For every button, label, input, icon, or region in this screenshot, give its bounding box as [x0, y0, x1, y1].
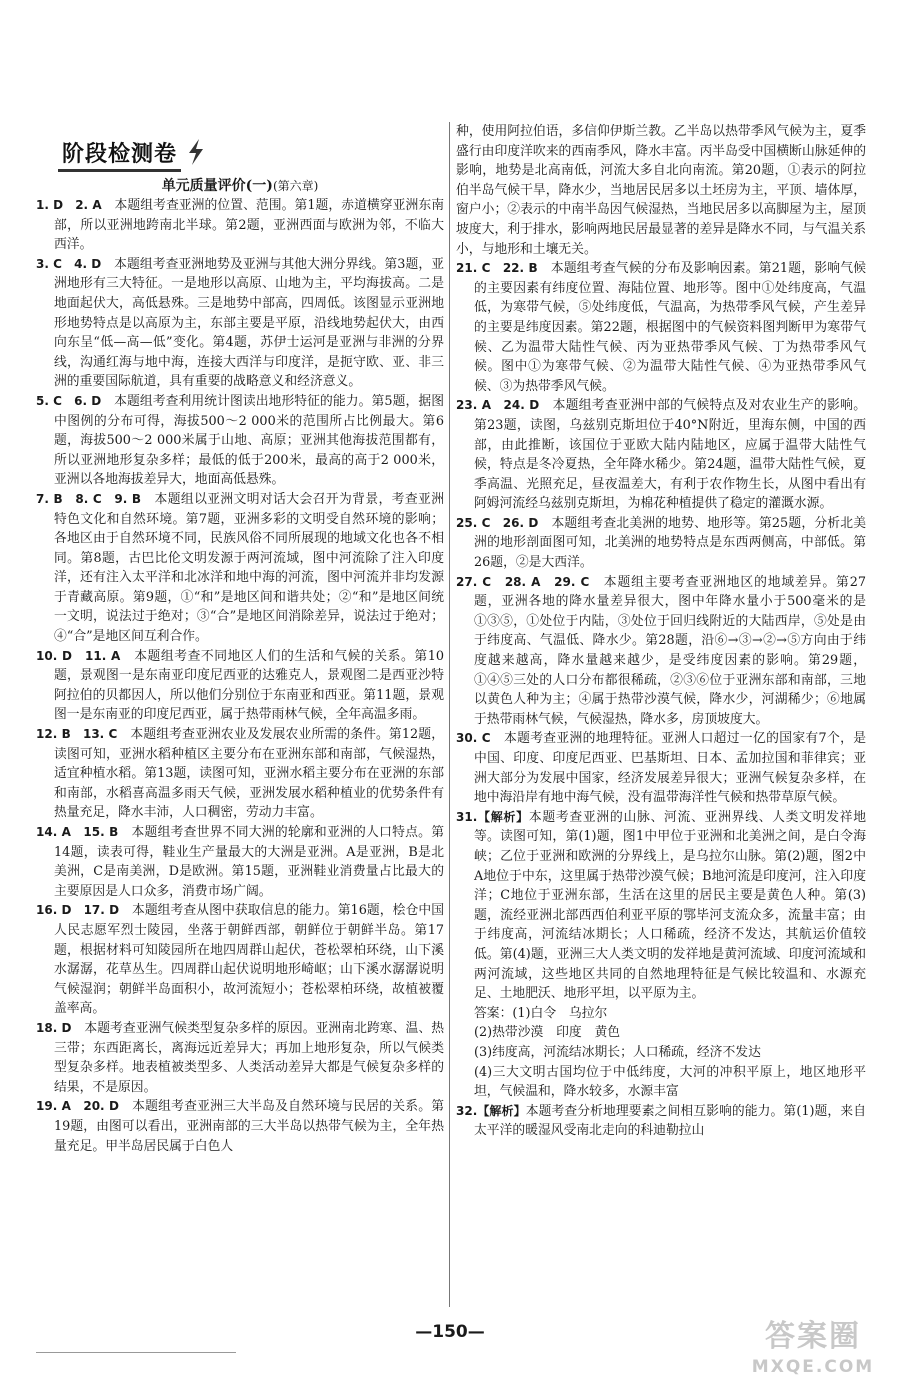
question-number: 19. A 20. D [36, 1099, 119, 1114]
watermark-cn: 答案圈 [765, 1319, 861, 1354]
question-number: 27. C 28. A 29. C [456, 574, 590, 589]
question-number: 12. B 13. C [36, 727, 118, 742]
column-divider [449, 122, 450, 1307]
answer-item [456, 729, 866, 807]
explanation-text: 本题组考查世界不同大洲的轮廓和亚洲的人口特点。第14题，读表可得，鞋业生产量最大的大洲是亚洲。A是亚洲，B是北美洲，C是南美洲，D是欧洲。第15题，亚洲鞋业消费量占比最大的主要原因是人口众多，消费市场广阔。 [54, 825, 444, 899]
answer-item [36, 255, 444, 392]
explanation-text: 种，使用阿拉伯语，多信仰伊斯兰教。乙半岛以热带季风气候为主，夏季盛行由印度洋吹来的西南季风，降水丰富。丙半岛受中国横断山脉延伸的影响，地势是北高南低，河流大多自北向南流。第20题，①表示的阿拉伯半岛气候干旱，降水少，当地居民居多以土坯房为主，平顶、墙体厚，窗户小；②表示的中南半岛因气候湿热，当地民居多以高脚屋为主，屋顶坡度大，利于排水，影响两地民居最显著的差异是降水不同，与气温关系小，与地形和土壤无关。 [456, 124, 866, 257]
footer-rule [36, 1352, 236, 1353]
page-number: —150— [415, 1322, 485, 1342]
answer-text: (3)纬度高，河流结冰期长；人口稀疏，经济不发达 [474, 1044, 761, 1060]
explanation-text: 本题考查亚洲的地理特征。亚洲人口超过一亿的国家有7个，是中国、印度、印度尼西亚、巴基斯坦、日本、孟加拉国和菲律宾；亚洲大部分为发展中国家，经济发展差异很大；亚洲气候复杂多样，在地中海沿岸有地中海气候，没有温带海洋性气候和热带草原气候。 [474, 731, 866, 806]
answer-item [36, 392, 444, 490]
explanation-text: 本题组考查不同地区人们的生活和气候的关系。第10题，景观图一是东南亚印度尼西亚的达雅克人，景观图二是西亚沙特阿拉伯的贝都因人，所以他们分别位于东南亚和西亚。第11题，景观图一是东南亚的印度尼西亚，属于热带雨林气候，全年高温多雨。 [54, 648, 444, 723]
answer-item [36, 196, 444, 255]
question-number: 21. C 22. B [456, 261, 538, 276]
answer-item [456, 514, 866, 573]
answer-item [456, 396, 866, 514]
answer-item [36, 1019, 444, 1097]
answer-line [456, 1063, 866, 1102]
answer-item [456, 259, 866, 396]
question-number: 7. B 8. C 9. B [36, 491, 141, 506]
answer-item [456, 122, 866, 259]
answer-item [456, 808, 866, 1004]
unit-title-sub: (第六章) [272, 179, 319, 193]
answer-text: (2)热带沙漠 印度 黄色 [474, 1025, 621, 1041]
explanation-text: 本题组考查北美洲的地势、地形等。第25题，分析北美洲的地形剖面图可知，北美洲的地势特点是东西两侧高，中部低。第26题，②是大西洋。 [474, 515, 866, 571]
question-number: 30. C [456, 731, 491, 746]
answer-item [36, 901, 444, 1019]
question-number: 14. A 15. B [36, 825, 119, 839]
explanation-text: 本题组考查亚洲中部的气候特点及对农业生产的影响。第23题，读图，乌兹别克斯坦位于40°N附近，里海东侧，中国的西部，由此推断，该国位于亚欧大陆内陆地区，应属于温带大陆性气候，特点是冬冷夏热，全年降水稀少。第24题，温带大陆性气候，夏季高温、光照充足，昼夜温差大，有利于农作物生长，从图中看出有阿姆河流经乌兹别克斯坦，为棉花种植提供了稳定的灌溉水源。 [474, 398, 866, 512]
section-header [62, 135, 207, 169]
question-number: 16. D 17. D [36, 903, 120, 918]
answer-item [36, 823, 444, 901]
explanation-text: 本题组以亚洲文明对话大会召开为背景，考查亚洲特色文化和自然环境。第7题，亚洲多彩的文明受自然环境的影响；各地区由于自然环境不同，民族风俗不同所展现的地域文化也各不相同。第8题，古巴比伦文明发源于两河流域，图中河流除了注入印度洋，还有注入太平洋和北冰洋和地中海的河流，图中河流并非均发源于青藏高原。第9题，①“和”是地区间和谐共处；②“和”是地区间统一文明，说法过于绝对；③“合”是地区间消除差异，说法过于绝对；④“合”是地区间互利合作。 [54, 491, 444, 645]
answer-line [456, 1043, 866, 1063]
explanation-text: 本题组考查从图中获取信息的能力。第16题，桧仓中国人民志愿军烈士陵园，坐落于朝鲜西部，朝鲜位于朝鲜半岛。第17题，根据材料可知陵园所在地四周群山起伏，苍松翠柏环绕，山下溪水潺潺，花草丛生。四周群山起伏说明地形崎岖；山下溪水潺潺说明气候湿润；朝鲜半岛面积小，故河流短小；苍松翠柏环绕，故植被覆盖率高。 [54, 903, 444, 1017]
explanation-text: 本题组主要考查亚洲地区的地域差异。第27题，亚洲各地的降水量差异很大，图中年降水量小于500毫米的是①③⑤，①处位于内陆，③处位于回归线附近的大陆西岸，⑤处是由于纬度高、气温低、降水少。第28题，沿⑥→③→②→⑤方向由于纬度越来越高，降水量越来越少，是受纬度因素的影响。第29题，①④⑤三处的人口分布都很稀疏，②③⑥位于亚洲东部和南部，三地以黄色人种为主；④属于热带沙漠气候，降水少，河湖稀少；⑥地属于热带雨林气候，气候湿热，降水多，房顶坡度大。 [474, 574, 866, 727]
answer-item [456, 573, 866, 730]
question-number: 10. D 11. A [36, 648, 121, 663]
question-number: 18. D [36, 1020, 72, 1035]
answer-item [36, 647, 444, 725]
unit-title [36, 176, 444, 196]
answer-line [456, 1004, 866, 1024]
explanation-text: 本题组考查亚洲农业及发展农业所需的条件。第12题，读图可知，亚洲水稻种植区主要分布在亚洲东部和南部，气候湿热，适宜种植水稻。第13题，读图可知，亚洲水稻主要分布在亚洲的东部和南部，水稻喜高温多雨天气候，亚洲发展水稻种植业的优势条件有热量充足，降水丰沛，人口稠密，劳动力丰富。 [54, 727, 444, 821]
explanation-text: 本题组考查亚洲三大半岛及自然环境与民居的关系。第19题，由图可以看出，亚洲南部的三大半岛以热带气候为主，全年热量充足。甲半岛居民属于白色人 [54, 1099, 444, 1154]
watermark-logo [738, 1318, 888, 1384]
question-number: 3. C 4. D [36, 256, 102, 271]
answer-item [36, 490, 444, 647]
explanation-text: 本题组考查利用统计图读出地形特征的能力。第5题，据图中图例的分布可得，海拔500～2 000米的范围所占比例最大。第6题，海拔500～2 000米属于山地、高原；亚洲其他海拔范围都有，所以亚洲地形复杂多样；最低的低于200米，最高的高于2 000米，亚洲以各地海拔差异大，地面高低悬殊。 [54, 393, 444, 488]
lightning-icon [185, 138, 207, 166]
answer-item [36, 725, 444, 823]
section-title: 阶段检测卷 [62, 137, 177, 168]
question-number: 5. C 6. D [36, 393, 102, 408]
answer-item [456, 1102, 866, 1141]
unit-title-main: 单元质量评价(一) [161, 178, 273, 194]
answer-text: 答案：(1)白令 乌拉尔 [474, 1005, 608, 1021]
question-number: 31.【解析】 [456, 809, 529, 824]
answer-item [36, 1097, 444, 1156]
watermark-en: MXQE.COM [751, 1357, 875, 1377]
question-number: 1. D 2. A [36, 198, 102, 212]
question-number: 25. C 26. D [456, 515, 539, 530]
left-column [36, 196, 444, 1311]
question-number: 23. A 24. D [456, 398, 540, 413]
explanation-text: 本题组考查气候的分布及影响因素。第21题，影响气候的主要因素有纬度位置、海陆位置、地形等。图中①处纬度高，气温低，为寒带气候，⑤处纬度低，气温高，为热带季风气候，产生差异的主要是纬度因素。第22题，根据图中的气候资料图判断甲为寒带气候、乙为温带大陆性气候、丙为亚热带季风气候、丁为热带季风气候。图中①为寒带气候、②为温带大陆性气候、④为亚热带季风气候、③为热带季风气候。 [474, 261, 866, 394]
explanation-text: 本题考查亚洲的山脉、河流、亚洲界线、人类文明发祥地等。读图可知，第(1)题，图1中甲位于亚洲和北美洲之间，是白令海峡；乙位于亚洲和欧洲的分界线上，是乌拉尔山脉。第(2)题，图2中A地位于中东，这里属于热带沙漠气候；B地河流是印度河，注入印度洋；C地位于亚洲东部，生活在这里的居民主要是黄色人种。第(3)题，流经亚洲北部西西伯利亚平原的鄂毕河支流众多，流量丰富；由于纬度高，河流结冰期长；人口稀疏，经济不发达，其航运价值较低。第(4)题，亚洲三大人类文明的发祥地是黄河流域、印度河流域和两河流域，这些地区共同的自然地理特征是气候比较温和、水源充足、土地肥沃、地形平坦，以平原为主。 [474, 809, 866, 1002]
explanation-text: 本题组考查亚洲地势及亚洲与其他大洲分界线。第3题，亚洲地形有三大特征。一是地形以高原、山地为主，平均海拔高。二是地面起伏大，高低悬殊。三是地势中部高，四周低。该图显示亚洲地形地势特点是以高原为主，东部主要是平原，沿线地势起伏大，由西向东呈“低—高—低”变化。第4题，苏伊士运河是亚洲与非洲的分界线，沟通红海与地中海，连接大西洋与印度洋，是扼守欧、亚、非三洲的重要国际航道，具有重要的战略意义和经济意义。 [54, 256, 444, 390]
explanation-text: 本题考查亚洲气候类型复杂多样的原因。亚洲南北跨寒、温、热三带；东西距离长，离海远近差异大；再加上地形复杂，所以气候类型复杂多样。地表植被类型多、人类活动差异大都是气候复杂多样的结果，不是原因。 [54, 1020, 444, 1095]
answer-line [456, 1023, 866, 1043]
explanation-text: 本题组考查亚洲的位置、范围。第1题，赤道横穿亚洲东南部，所以亚洲地跨南北半球。第2题，亚洲西面与欧洲为邻，不临大西洋。 [54, 198, 444, 253]
question-number: 32.【解析】 [456, 1103, 526, 1118]
explanation-text: 本题考查分析地理要素之间相互影响的能力。第(1)题，来自太平洋的暖湿风受南北走向的科迪勒拉山 [474, 1103, 866, 1139]
right-column [456, 122, 866, 1307]
answer-text: (4)三大文明古国均位于中低纬度，大河的冲积平原上，地区地形平坦，气候温和，降水较多，水源丰富 [474, 1064, 866, 1100]
